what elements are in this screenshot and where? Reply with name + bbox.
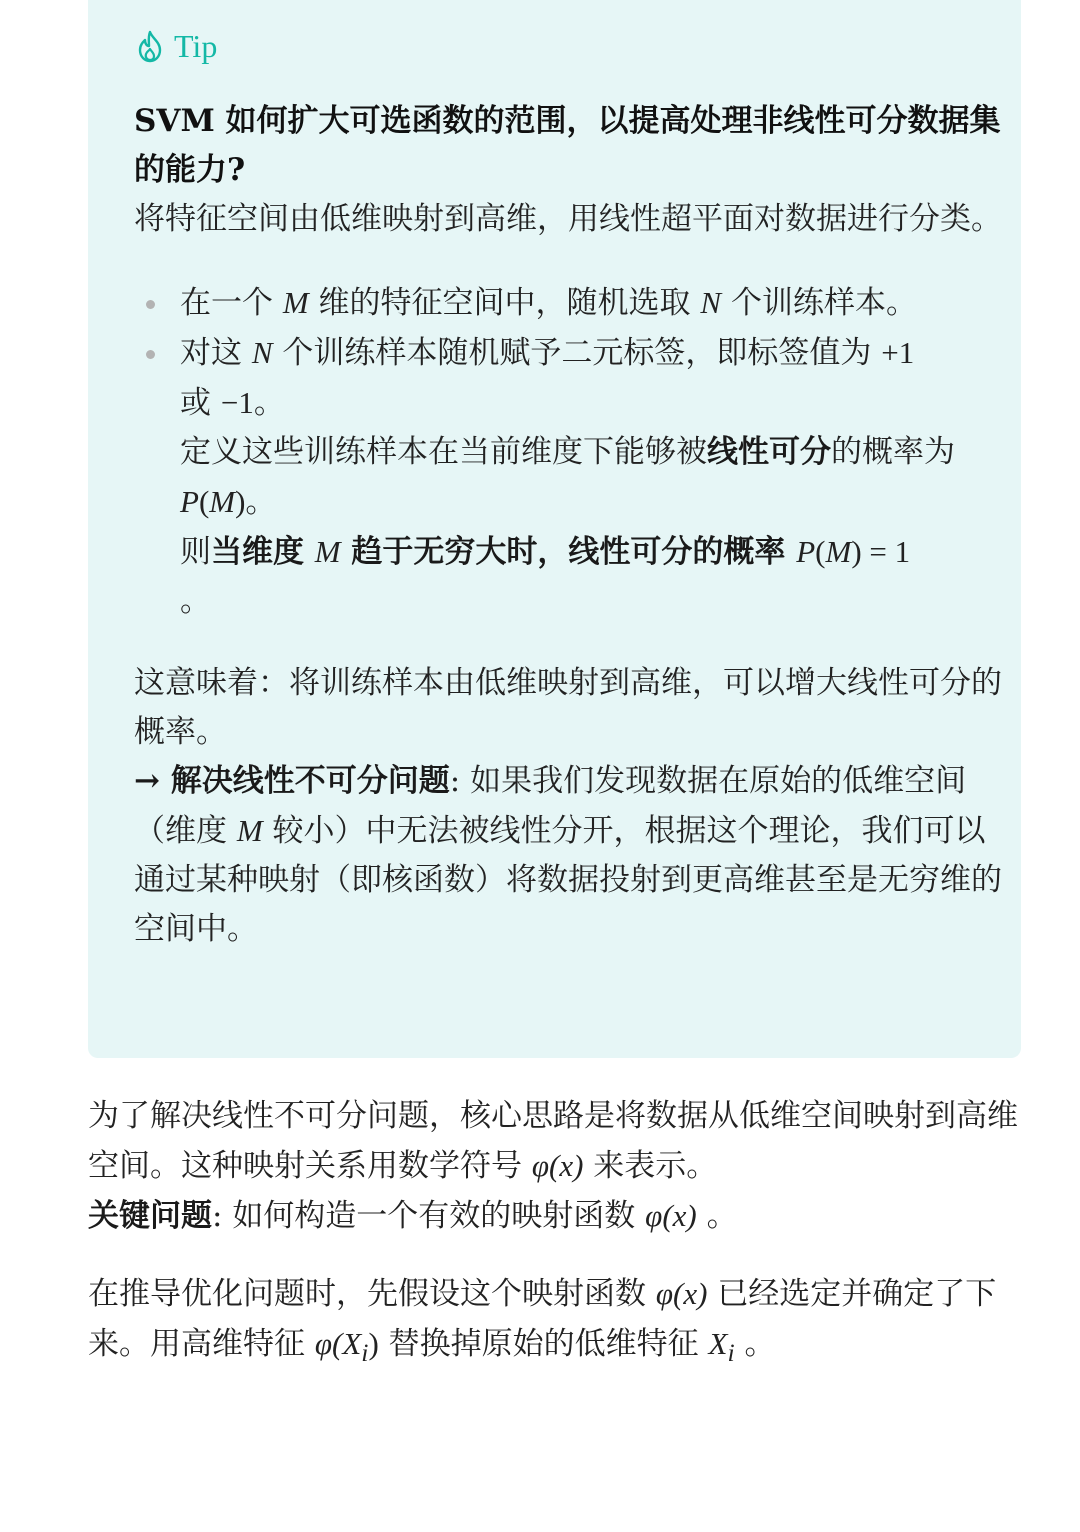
bullet-list: [134, 278, 1004, 626]
text-span: 已经选定并确定了下来。用高维特征: [88, 1276, 997, 1362]
tip-content: [134, 97, 1004, 954]
math-symbol: M: [236, 813, 263, 848]
tip-answer: 将特征空间由低维映射到高维，用线性超平面对数据进行分类。: [134, 201, 1002, 237]
text-span: 来表示。: [583, 1148, 718, 1184]
math-paren: ): [235, 484, 246, 519]
bold-text: 趋于无穷大时，线性可分的概率: [340, 534, 797, 570]
list-item: [134, 278, 1004, 328]
text-span: 。: [180, 583, 211, 619]
list-item: [134, 328, 1004, 626]
bullet-line: [180, 428, 1004, 527]
math-subscript: i: [361, 1338, 369, 1368]
math-value: +1: [881, 335, 915, 370]
text-span: 为了解决线性不可分问题，核心思路是将数据从低维空间映射到高维空间。这种映射关系用数学符号: [88, 1098, 1018, 1184]
text-span: 。: [253, 385, 285, 421]
tip-header: [136, 24, 217, 68]
math-value: −1: [220, 385, 254, 420]
text-span: :: [212, 1198, 233, 1234]
paragraph: [88, 1092, 1028, 1241]
text-span: :: [449, 763, 471, 799]
math-symbol: M: [282, 285, 309, 320]
math-paren: ): [368, 1326, 379, 1361]
text-span: 个训练样本。: [721, 285, 917, 321]
math-subscript: i: [727, 1338, 735, 1368]
bold-text: 当维度: [211, 534, 315, 570]
math-symbol: P: [180, 484, 199, 519]
tip-question: SVM 如何扩大可选函数的范围，以提高处理非线性可分数据集的能力?: [134, 103, 1001, 188]
math-symbol: φ(X: [314, 1326, 362, 1361]
tip-label: Tip: [174, 27, 218, 64]
math-symbol: N: [700, 285, 722, 320]
math-value: = 1: [861, 534, 911, 569]
text-span: 或: [180, 385, 221, 421]
bullet-line: [180, 328, 1004, 428]
text-span: 个训练样本随机赋予二元标签，即标签值为: [272, 335, 882, 371]
text-span: 的概率为: [831, 434, 955, 470]
text-span: 如果我们发现数据在原始的低维空间（维度: [134, 763, 967, 849]
flame-icon: [136, 29, 164, 63]
main-text: [88, 1092, 1028, 1377]
math-symbol: M: [314, 534, 341, 569]
text-span: 对这: [180, 335, 252, 371]
math-symbol: N: [251, 335, 273, 370]
math-paren: ): [851, 534, 862, 569]
bold-text: 线性可分: [707, 434, 831, 470]
math-symbol: X: [708, 1326, 728, 1361]
math-symbol: P: [796, 534, 816, 569]
text-span: 。: [696, 1198, 738, 1234]
math-symbol: M: [209, 484, 236, 519]
math-symbol: φ(x): [655, 1276, 708, 1311]
bold-text: → 解决线性不可分问题: [134, 763, 450, 799]
math-paren: (: [198, 484, 210, 519]
text-span: 。: [734, 1326, 776, 1362]
text-span: 在推导优化问题时，先假设这个映射函数: [88, 1276, 656, 1312]
paragraph: [88, 1269, 1028, 1377]
text-span: 则: [180, 534, 211, 570]
tip-arrow-paragraph: [134, 757, 1004, 954]
bullet-line: [180, 527, 1004, 626]
text-span: 替换掉原始的低维特征: [378, 1326, 709, 1362]
text-span: 较小）中无法被线性分开，根据这个理论，我们可以通过某种映射（即核函数）将数据投射到更高维甚至是无穷维的空间中。: [134, 813, 1002, 947]
math-symbol: φ(x): [645, 1198, 697, 1233]
tip-meaning: 这意味着：将训练样本由低维映射到高维，可以增大线性可分的概率。: [134, 665, 1002, 750]
text-span: 在一个: [180, 285, 283, 321]
text-span: 定义这些训练样本在当前维度下能够被: [180, 434, 707, 470]
text-span: 维的特征空间中，随机选取: [308, 285, 701, 321]
math-paren: (: [815, 534, 826, 569]
math-symbol: φ(x): [531, 1148, 584, 1183]
text-span: 如何构造一个有效的映射函数: [232, 1198, 646, 1234]
math-symbol: M: [825, 534, 852, 569]
tip-callout: [88, 0, 1021, 1058]
text-span: 。: [245, 484, 277, 520]
bold-text: 关键问题: [88, 1198, 212, 1234]
